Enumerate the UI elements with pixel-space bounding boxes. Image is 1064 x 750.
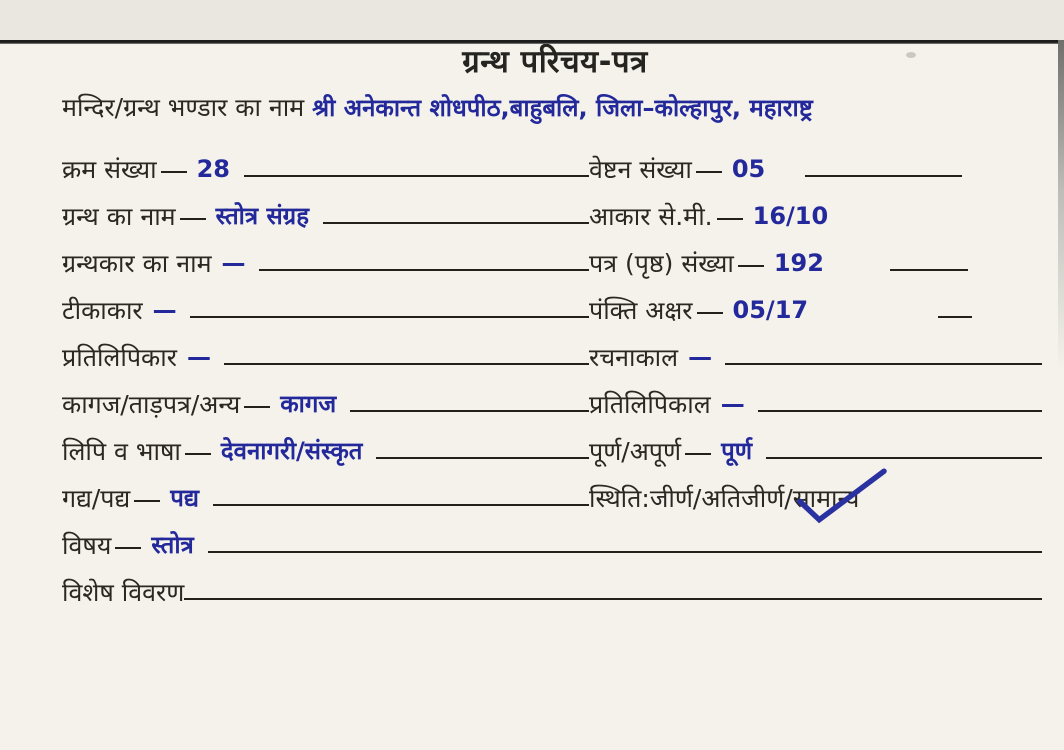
condition-selected-option [793,483,860,516]
ruled-line [376,457,589,459]
ruled-line [185,453,211,455]
ruled-line [890,269,968,271]
scan-top-edge [0,40,1064,44]
ruled-line [717,218,743,220]
field-label-complete-incomplete: पूर्ण/अपूर्ण [589,436,682,466]
ruled-line [350,410,589,412]
field-label-material: कागज/ताड़पत्र/अन्य [62,389,241,419]
field-label-condition: स्थिति:जीर्ण/अतिजीर्ण/ [589,483,793,513]
ruled-line [161,171,187,173]
ruled-line [938,316,972,318]
field-label-size-cm: आकार से.मी. [589,201,713,231]
ruled-line [190,316,589,318]
form-row-6 [62,374,1048,421]
page-title: ग्रन्थ परिचय-पत्र [462,44,648,80]
field-value-scribe: — [186,343,210,371]
form-row-4 [62,280,1048,327]
field-label-author-name: ग्रन्थकार का नाम [62,248,212,278]
ruled-line [685,453,711,455]
ruled-line [115,547,141,549]
field-label-commentator: टीकाकार [62,295,143,325]
ruled-line [180,218,206,220]
field-value-author-name: — [221,249,245,277]
ruled-line [244,406,270,408]
field-value-serial-number: 28 [196,155,231,183]
ruled-line [766,457,1042,459]
form-row-3 [62,233,1048,280]
field-value-composition-date: — [688,343,712,371]
field-value-manuscript-name: स्तोत्र संग्रह [215,202,309,230]
field-value-subject: स्तोत्र [151,531,194,559]
ruled-line [259,269,589,271]
field-value-lines-letters: 05/17 [732,296,809,324]
ruled-line [208,551,1042,553]
ruled-line [213,504,589,506]
scan-right-edge [1058,40,1064,370]
field-label-script-language: लिपि व भाषा [62,436,181,466]
manuscript-catalog-card [0,40,1064,750]
ruled-line [758,410,1042,412]
field-value-bundle-number: 05 [731,155,766,183]
field-label-manuscript-name: ग्रन्थ का नाम [62,201,176,231]
form-row-8 [62,468,1048,515]
form-row-9 [62,515,1048,562]
field-label-repository-name: मन्दिर/ग्रन्थ भण्डार का नाम [62,93,305,122]
field-label-subject: विषय [62,530,112,560]
ruled-line [184,598,1042,600]
field-value-complete-incomplete: पूर्ण [721,437,753,465]
ruled-line [224,363,589,365]
catalog-form [62,139,1048,609]
field-label-lines-letters: पंक्ति अक्षर [589,295,693,325]
repository-name-row [62,92,1048,125]
field-label-special-details: विशेष विवरण [62,577,185,607]
field-label-folio-count: पत्र (पृष्ठ) संख्या [589,248,734,278]
field-value-script-language: देवनागरी/संस्कृत [220,437,363,465]
field-value-folio-count: 192 [773,249,824,277]
ruled-line [134,500,160,502]
field-value-repository-name: श्री अनेकान्त शोधपीठ,बाहुबलि, जिला–कोल्हापुर, महाराष्ट्र [312,94,813,122]
field-value-size-cm: 16/10 [752,202,829,230]
field-label-serial-number: क्रम संख्या [62,154,157,184]
ruled-line [323,222,589,224]
field-value-prose-verse: पद्य [170,484,199,512]
ruled-line [697,312,723,314]
form-row-5 [62,327,1048,374]
field-label-prose-verse: गद्य/पद्य [62,483,131,513]
field-label-scribe: प्रतिलिपिकार [62,342,177,372]
ruled-line [696,171,722,173]
field-value-commentator: — [152,296,176,324]
form-row-10 [62,562,1048,609]
condition-option-text: सामान्य [792,483,860,513]
scan-smudge [906,52,916,58]
field-value-material: कागज [280,390,337,418]
ruled-line [738,265,764,267]
field-label-composition-date: रचनाकाल [589,342,679,372]
field-value-copy-date: — [720,390,744,418]
ruled-line [244,175,589,177]
field-label-copy-date: प्रतिलिपिकाल [589,389,711,419]
field-label-bundle-number: वेष्टन संख्या [589,154,692,184]
ruled-line [725,363,1042,365]
form-row-1 [62,139,1048,186]
form-row-2 [62,186,1048,233]
form-row-7 [62,421,1048,468]
ruled-line [805,175,962,177]
